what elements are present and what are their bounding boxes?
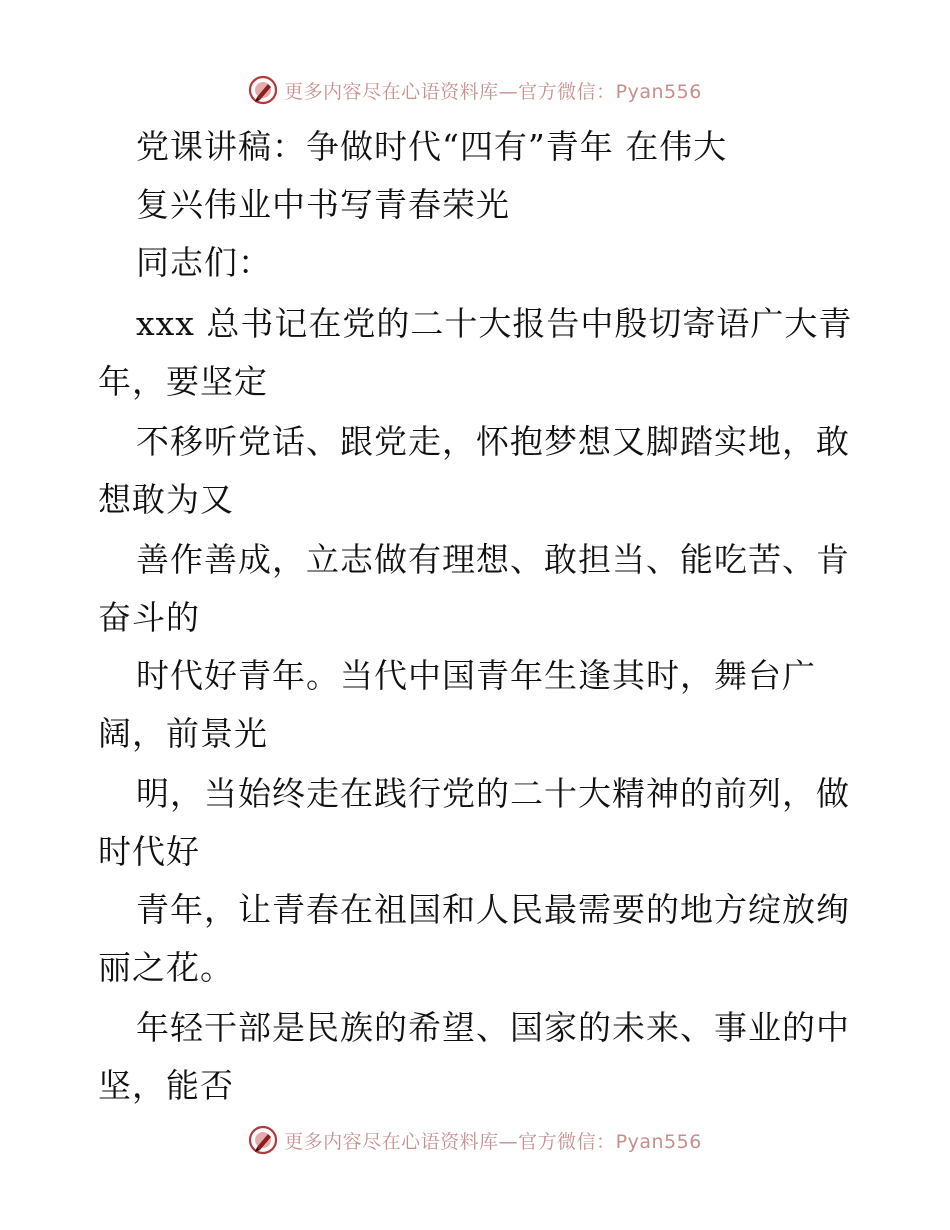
header-watermark xyxy=(0,72,950,108)
document-title-line-1: 党课讲稿：争做时代“四有”青年 在伟大 xyxy=(136,127,728,166)
watermark-text: 更多内容尽在心语资料库—官方微信：Pyan556 xyxy=(284,1130,702,1153)
watermark-text: 更多内容尽在心语资料库—官方微信：Pyan556 xyxy=(284,80,702,103)
paragraph-line: 奋斗的 xyxy=(98,598,200,637)
paragraph-line: 想敢为又 xyxy=(98,480,234,519)
paragraph-line: 坚，能否 xyxy=(98,1066,234,1105)
salutation: 同志们： xyxy=(136,243,272,282)
paragraph-line: 阔，前景光 xyxy=(98,714,268,753)
document-title-line-2: 复兴伟业中书写青春荣光 xyxy=(136,185,510,224)
paragraph-line: 年，要坚定 xyxy=(98,362,268,401)
paragraph-line: 丽之花。 xyxy=(98,948,234,987)
paragraph-line: 青年，让青春在祖国和人民最需要的地方绽放绚 xyxy=(136,890,850,929)
pen-logo-icon xyxy=(248,1125,278,1155)
paragraph-line: 不移听党话、跟党走，怀抱梦想又脚踏实地，敢 xyxy=(136,422,850,461)
paragraph-line: 善作善成，立志做有理想、敢担当、能吃苦、肯 xyxy=(136,540,850,579)
paragraph-line: 明，当始终走在践行党的二十大精神的前列，做 xyxy=(136,774,850,813)
paragraph-line: 时代好青年。当代中国青年生逢其时，舞台广 xyxy=(136,656,816,695)
paragraph-line: 时代好 xyxy=(98,832,200,871)
footer-watermark xyxy=(0,1122,950,1158)
paragraph-line: 年轻干部是民族的希望、国家的未来、事业的中 xyxy=(136,1008,850,1047)
paragraph-line: xxx 总书记在党的二十大报告中殷切寄语广大青 xyxy=(136,304,853,343)
pen-logo-icon xyxy=(248,75,278,105)
